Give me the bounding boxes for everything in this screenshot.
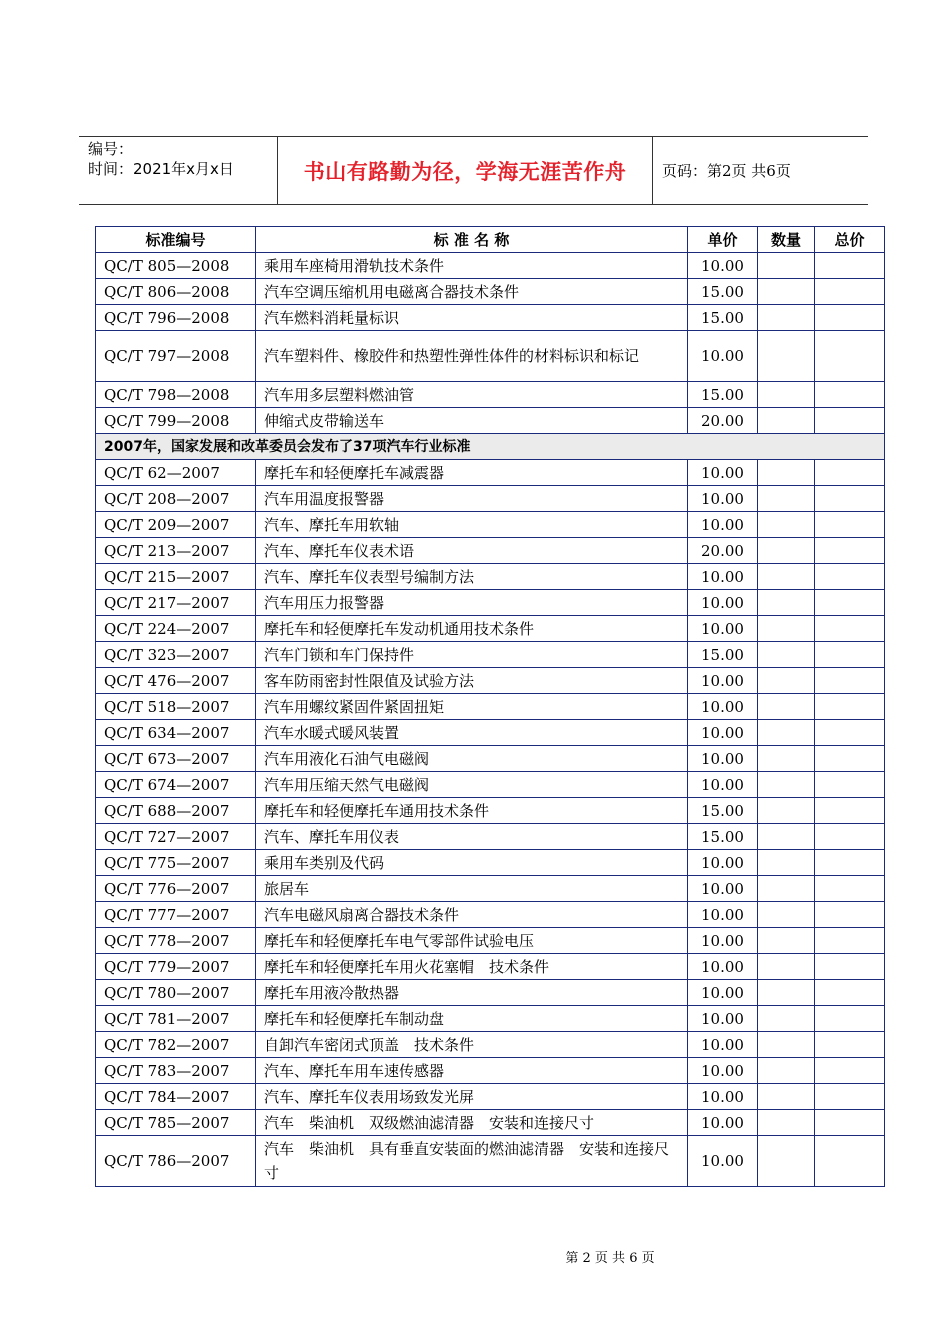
std-name-cell: 汽车、摩托车用软轴	[256, 512, 688, 538]
quantity-cell	[758, 616, 815, 642]
price-cell: 10.00	[688, 1006, 758, 1032]
price-cell: 10.00	[688, 590, 758, 616]
std-code-cell: QC/T 782—2007	[96, 1032, 256, 1058]
quantity-cell	[758, 876, 815, 902]
std-code-cell: QC/T 62—2007	[96, 460, 256, 486]
std-code-cell: QC/T 776—2007	[96, 876, 256, 902]
total-cell	[815, 772, 885, 798]
header-page-info: 页码：第2页 共6页	[662, 162, 791, 180]
table-row	[96, 590, 885, 616]
price-cell: 10.00	[688, 694, 758, 720]
std-name-cell: 摩托车和轻便摩托车减震器	[256, 460, 688, 486]
std-code-cell: QC/T 208—2007	[96, 486, 256, 512]
quantity-cell	[758, 720, 815, 746]
total-cell	[815, 253, 885, 279]
quantity-cell	[758, 902, 815, 928]
std-name-cell: 乘用车座椅用滑轨技术条件	[256, 253, 688, 279]
price-cell: 10.00	[688, 616, 758, 642]
quantity-cell	[758, 1032, 815, 1058]
table-row	[96, 408, 885, 434]
table-header-row	[96, 227, 885, 253]
table-row	[96, 1058, 885, 1084]
table-row	[96, 564, 885, 590]
total-cell	[815, 331, 885, 382]
table-section	[96, 434, 885, 460]
price-cell: 10.00	[688, 564, 758, 590]
total-cell	[815, 279, 885, 305]
total-cell	[815, 694, 885, 720]
std-name-cell: 客车防雨密封性限值及试验方法	[256, 668, 688, 694]
std-code-cell: QC/T 673—2007	[96, 746, 256, 772]
price-cell: 10.00	[688, 668, 758, 694]
std-code-cell: QC/T 796—2008	[96, 305, 256, 331]
total-cell	[815, 616, 885, 642]
table-row	[96, 694, 885, 720]
std-name-cell: 摩托车和轻便摩托车通用技术条件	[256, 798, 688, 824]
table-row	[96, 279, 885, 305]
std-name-cell: 汽车 柴油机 双级燃油滤清器 安装和连接尺寸	[256, 1110, 688, 1136]
total-cell	[815, 590, 885, 616]
price-cell: 10.00	[688, 850, 758, 876]
std-name-cell: 自卸汽车密闭式顶盖 技术条件	[256, 1032, 688, 1058]
table-row	[96, 928, 885, 954]
price-cell: 10.00	[688, 486, 758, 512]
table-row	[96, 616, 885, 642]
std-name-cell: 汽车、摩托车用车速传感器	[256, 1058, 688, 1084]
quantity-cell	[758, 331, 815, 382]
col-header-price: 单价	[688, 227, 758, 253]
total-cell	[815, 1006, 885, 1032]
std-name-cell: 摩托车和轻便摩托车制动盘	[256, 1006, 688, 1032]
total-cell	[815, 850, 885, 876]
table-row	[96, 382, 885, 408]
table-row	[96, 824, 885, 850]
table-row	[96, 538, 885, 564]
document-header	[79, 136, 868, 205]
price-cell: 10.00	[688, 902, 758, 928]
section-row	[96, 434, 885, 460]
std-name-cell: 汽车电磁风扇离合器技术条件	[256, 902, 688, 928]
std-code-cell: QC/T 476—2007	[96, 668, 256, 694]
price-cell: 10.00	[688, 1136, 758, 1187]
std-name-cell: 汽车用压缩天然气电磁阀	[256, 772, 688, 798]
quantity-cell	[758, 798, 815, 824]
std-code-cell: QC/T 799—2008	[96, 408, 256, 434]
price-cell: 10.00	[688, 460, 758, 486]
price-cell: 10.00	[688, 1032, 758, 1058]
std-name-cell: 汽车、摩托车仪表用场致发光屏	[256, 1084, 688, 1110]
price-cell: 10.00	[688, 980, 758, 1006]
std-code-cell: QC/T 634—2007	[96, 720, 256, 746]
std-code-cell: QC/T 806—2008	[96, 279, 256, 305]
quantity-cell	[758, 1006, 815, 1032]
quantity-cell	[758, 668, 815, 694]
quantity-cell	[758, 824, 815, 850]
std-name-cell: 摩托车和轻便摩托车电气零部件试验电压	[256, 928, 688, 954]
std-code-cell: QC/T 805—2008	[96, 253, 256, 279]
std-code-cell: QC/T 213—2007	[96, 538, 256, 564]
std-name-cell: 汽车用多层塑料燃油管	[256, 382, 688, 408]
price-cell: 10.00	[688, 253, 758, 279]
table-row	[96, 876, 885, 902]
total-cell	[815, 668, 885, 694]
quantity-cell	[758, 694, 815, 720]
standards-table	[95, 226, 885, 1187]
table-body-2008	[96, 253, 885, 434]
total-cell	[815, 1084, 885, 1110]
std-code-cell: QC/T 224—2007	[96, 616, 256, 642]
price-cell: 15.00	[688, 824, 758, 850]
std-name-cell: 摩托车和轻便摩托车发动机通用技术条件	[256, 616, 688, 642]
col-header-name: 标 准 名 称	[256, 227, 688, 253]
table-row	[96, 1110, 885, 1136]
price-cell: 15.00	[688, 305, 758, 331]
table-row	[96, 902, 885, 928]
std-code-cell: QC/T 784—2007	[96, 1084, 256, 1110]
total-cell	[815, 460, 885, 486]
std-code-cell: QC/T 217—2007	[96, 590, 256, 616]
price-cell: 10.00	[688, 876, 758, 902]
table-row	[96, 512, 885, 538]
quantity-cell	[758, 1058, 815, 1084]
table-row	[96, 954, 885, 980]
std-name-cell: 汽车燃料消耗量标识	[256, 305, 688, 331]
std-name-cell: 旅居车	[256, 876, 688, 902]
std-code-cell: QC/T 781—2007	[96, 1006, 256, 1032]
std-name-cell: 摩托车和轻便摩托车用火花塞帽 技术条件	[256, 954, 688, 980]
price-cell: 10.00	[688, 1058, 758, 1084]
quantity-cell	[758, 305, 815, 331]
price-cell: 10.00	[688, 512, 758, 538]
total-cell	[815, 305, 885, 331]
table-row	[96, 798, 885, 824]
std-name-cell: 汽车、摩托车仪表型号编制方法	[256, 564, 688, 590]
total-cell	[815, 1136, 885, 1187]
std-name-cell: 汽车塑料件、橡胶件和热塑性弹性体件的材料标识和标记	[256, 331, 688, 382]
total-cell	[815, 512, 885, 538]
table-row	[96, 1032, 885, 1058]
price-cell: 20.00	[688, 408, 758, 434]
total-cell	[815, 1058, 885, 1084]
std-name-cell: 汽车用液化石油气电磁阀	[256, 746, 688, 772]
total-cell	[815, 954, 885, 980]
number-label: 编号：	[88, 140, 134, 158]
std-code-cell: QC/T 518—2007	[96, 694, 256, 720]
std-name-cell: 汽车用螺纹紧固件紧固扭矩	[256, 694, 688, 720]
price-cell: 10.00	[688, 954, 758, 980]
std-code-cell: QC/T 688—2007	[96, 798, 256, 824]
std-code-cell: QC/T 778—2007	[96, 928, 256, 954]
std-code-cell: QC/T 323—2007	[96, 642, 256, 668]
std-name-cell: 乘用车类别及代码	[256, 850, 688, 876]
std-code-cell: QC/T 215—2007	[96, 564, 256, 590]
price-cell: 15.00	[688, 279, 758, 305]
col-header-qty: 数量	[758, 227, 815, 253]
total-cell	[815, 408, 885, 434]
quantity-cell	[758, 850, 815, 876]
std-name-cell: 汽车空调压缩机用电磁离合器技术条件	[256, 279, 688, 305]
std-code-cell: QC/T 727—2007	[96, 824, 256, 850]
total-cell	[815, 538, 885, 564]
table-row	[96, 850, 885, 876]
price-cell: 15.00	[688, 642, 758, 668]
std-name-cell: 汽车门锁和车门保持件	[256, 642, 688, 668]
quantity-cell	[758, 253, 815, 279]
std-code-cell: QC/T 209—2007	[96, 512, 256, 538]
col-header-total: 总价	[815, 227, 885, 253]
std-name-cell: 汽车、摩托车仪表术语	[256, 538, 688, 564]
table-row	[96, 460, 885, 486]
std-name-cell: 伸缩式皮带输送车	[256, 408, 688, 434]
std-name-cell: 汽车 柴油机 具有垂直安装面的燃油滤清器 安装和连接尺寸	[256, 1136, 688, 1187]
time-label: 时间：2021年x月x日	[88, 160, 234, 178]
quantity-cell	[758, 460, 815, 486]
table-row	[96, 772, 885, 798]
table-row	[96, 253, 885, 279]
total-cell	[815, 902, 885, 928]
page-footer: 第 2 页 共 6 页	[565, 1251, 655, 1266]
std-code-cell: QC/T 674—2007	[96, 772, 256, 798]
table-row	[96, 746, 885, 772]
price-cell: 10.00	[688, 772, 758, 798]
total-cell	[815, 564, 885, 590]
price-cell: 10.00	[688, 746, 758, 772]
col-header-code: 标准编号	[96, 227, 256, 253]
price-cell: 15.00	[688, 382, 758, 408]
quantity-cell	[758, 1084, 815, 1110]
total-cell	[815, 746, 885, 772]
std-name-cell: 汽车、摩托车用仪表	[256, 824, 688, 850]
table-row	[96, 486, 885, 512]
quantity-cell	[758, 512, 815, 538]
std-name-cell: 汽车用压力报警器	[256, 590, 688, 616]
std-code-cell: QC/T 785—2007	[96, 1110, 256, 1136]
quantity-cell	[758, 382, 815, 408]
table-row	[96, 980, 885, 1006]
table-row	[96, 1084, 885, 1110]
price-cell: 10.00	[688, 1110, 758, 1136]
table-row	[96, 642, 885, 668]
price-cell: 10.00	[688, 928, 758, 954]
std-code-cell: QC/T 779—2007	[96, 954, 256, 980]
std-name-cell: 摩托车用液冷散热器	[256, 980, 688, 1006]
std-code-cell: QC/T 780—2007	[96, 980, 256, 1006]
std-code-cell: QC/T 775—2007	[96, 850, 256, 876]
std-code-cell: QC/T 798—2008	[96, 382, 256, 408]
price-cell: 10.00	[688, 331, 758, 382]
std-name-cell: 汽车用温度报警器	[256, 486, 688, 512]
quantity-cell	[758, 486, 815, 512]
quantity-cell	[758, 408, 815, 434]
table-row	[96, 668, 885, 694]
section-title: 2007年，国家发展和改革委员会发布了37项汽车行业标准	[96, 434, 885, 460]
table-body-2007	[96, 460, 885, 1187]
quantity-cell	[758, 590, 815, 616]
quantity-cell	[758, 279, 815, 305]
quantity-cell	[758, 928, 815, 954]
quantity-cell	[758, 746, 815, 772]
price-cell: 15.00	[688, 798, 758, 824]
table-row	[96, 305, 885, 331]
price-cell: 10.00	[688, 720, 758, 746]
total-cell	[815, 720, 885, 746]
quantity-cell	[758, 772, 815, 798]
table-row	[96, 1136, 885, 1187]
total-cell	[815, 876, 885, 902]
quantity-cell	[758, 538, 815, 564]
header-meta	[79, 137, 278, 204]
price-cell: 10.00	[688, 1084, 758, 1110]
header-slogan: 书山有路勤为径，学海无涯苦作舟	[278, 137, 653, 204]
quantity-cell	[758, 980, 815, 1006]
total-cell	[815, 980, 885, 1006]
table-row	[96, 331, 885, 382]
table-row	[96, 1006, 885, 1032]
quantity-cell	[758, 564, 815, 590]
total-cell	[815, 824, 885, 850]
std-code-cell: QC/T 783—2007	[96, 1058, 256, 1084]
quantity-cell	[758, 954, 815, 980]
quantity-cell	[758, 642, 815, 668]
std-code-cell: QC/T 786—2007	[96, 1136, 256, 1187]
quantity-cell	[758, 1110, 815, 1136]
std-name-cell: 汽车水暖式暖风装置	[256, 720, 688, 746]
total-cell	[815, 1110, 885, 1136]
total-cell	[815, 1032, 885, 1058]
price-cell: 20.00	[688, 538, 758, 564]
quantity-cell	[758, 1136, 815, 1187]
std-code-cell: QC/T 777—2007	[96, 902, 256, 928]
total-cell	[815, 382, 885, 408]
std-code-cell: QC/T 797—2008	[96, 331, 256, 382]
total-cell	[815, 486, 885, 512]
total-cell	[815, 798, 885, 824]
table-row	[96, 720, 885, 746]
total-cell	[815, 642, 885, 668]
total-cell	[815, 928, 885, 954]
